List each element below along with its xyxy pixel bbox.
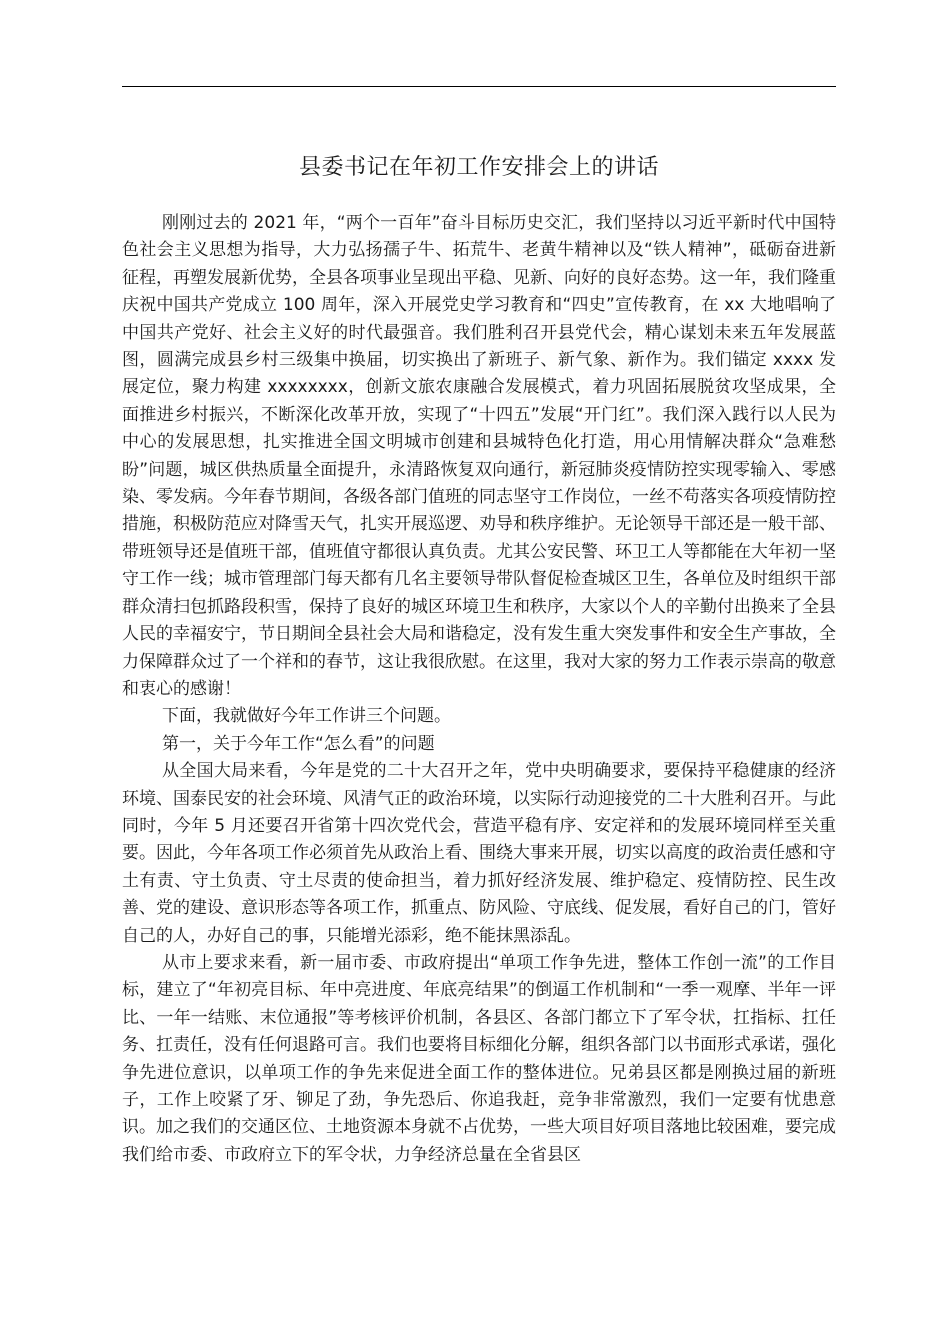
document-body: [122, 210, 836, 1169]
paragraph-city-requirements: 从市上要求来看，新一届市委、市政府提出“单项工作争先进，整体工作创一流”的工作目标，建立了“年初亮目标、年中亮进度、年底亮结果”的倒逼工作机制和“一季一观摩、半年一评比、一年一结账、末位通报”等考核评价机制，各县区、各部门都立下了军令状，扛指标、扛任务、扛责任，没有任何退路可言。我们也要将目标细化分解，组织各部门以书面形式承诺，强化争先进位意识，以单项工作的争先来促进全面工作的整体进位。兄弟县区都是刚换过届的新班子，工作上咬紧了牙、铆足了劲，争先恐后、你追我赶，竞争非常激烈，我们一定要有忧患意识。加之我们的交通区位、土地资源本身就不占优势，一些大项目好项目落地比较困难，要完成我们给市委、市政府立下的军令状，力争经济总量在全省县区: [122, 952, 836, 1165]
paragraph-national-situation: 从全国大局来看，今年是党的二十大召开之年，党中央明确要求，要保持平稳健康的经济环境、国泰民安的社会环境、风清气正的政治环境，以实际行动迎接党的二十大胜利召开。与此同时，今年 5 月还要召开省第十四次党代会，营造平稳有序、安定祥和的发展环境同样至关重要。因此，今年各项工作必须首先从政治上看、围绕大事来开展，切实以高度的政治责任感和守土有责、守土负责、守土尽责的使命担当，着力抓好经济发展、维护稳定、疫情防控、民生改善、党的建设、意识形态等各项工作，抓重点、防风险、守底线、促发展，看好自己的门，管好自己的人，办好自己的事，只能增光添彩，绝不能抹黑添乱。: [122, 761, 836, 946]
paragraph-intro-three-issues: 下面，我就做好今年工作讲三个问题。: [162, 706, 451, 727]
section-heading-first: 第一，关于今年工作“怎么看”的问题: [162, 733, 435, 754]
document-title: 县委书记在年初工作安排会上的讲话: [298, 155, 659, 180]
paragraph-review-2021: 刚刚过去的 2021 年，“两个一百年”奋斗目标历史交汇，我们坚持以习近平新时代中国特色社会主义思想为指导，大力弘扬孺子牛、拓荒牛、老黄牛精神以及“铁人精神”，砥砺奋进新征程，再塑发展新优势，全县各项事业呈现出平稳、见新、向好的良好态势。这一年，我们隆重庆祝中国共产党成立 100 周年，深入开展党史学习教育和“四史”宣传教育，在 xx 大地唱响了中国共产党好、社会主义好的时代最强音。我们胜利召开县党代会，精心谋划未来五年发展蓝图，圆满完成县乡村三级集中换届，切实换出了新班子、新气象、新作为。我们锚定 xxxx 发展定位，聚力构建 xxxxxxxx，创新文旅农康融合发展模式，着力巩固拓展脱贫攻坚成果，全面推进乡村振兴，不断深化改革开放，实现了“十四五”发展“开门红”。我们深入践行以人民为中心的发展思想，扎实推进全国文明城市创建和县城特色化打造，用心用情解决群众“急难愁盼”问题，城区供热质量全面提升，永清路恢复双向通行，新冠肺炎疫情防控实现零输入、零感染、零发病。今年春节期间，各级各部门值班的同志坚守工作岗位，一丝不苟落实各项疫情防控措施，积极防范应对降雪天气，扎实开展巡逻、劝导和秩序维护。无论领导干部还是一般干部、带班领导还是值班干部，值班值守都很认真负责。尤其公安民警、环卫工人等都能在大年初一坚守工作一线；城市管理部门每天都有几名主要领导带队督促检查城区卫生，各单位及时组织干部群众清扫包抓路段积雪，保持了良好的城区环境卫生和秩序，大家以个人的辛勤付出换来了全县人民的幸福安宁，节日期间全县社会大局和谐稳定，没有发生重大突发事件和安全生产事故，全力保障群众过了一个祥和的春节，这让我很欣慰。在这里，我对大家的努力工作表示崇高的敬意和衷心的感谢！: [122, 213, 836, 699]
header-rule: [122, 86, 836, 87]
